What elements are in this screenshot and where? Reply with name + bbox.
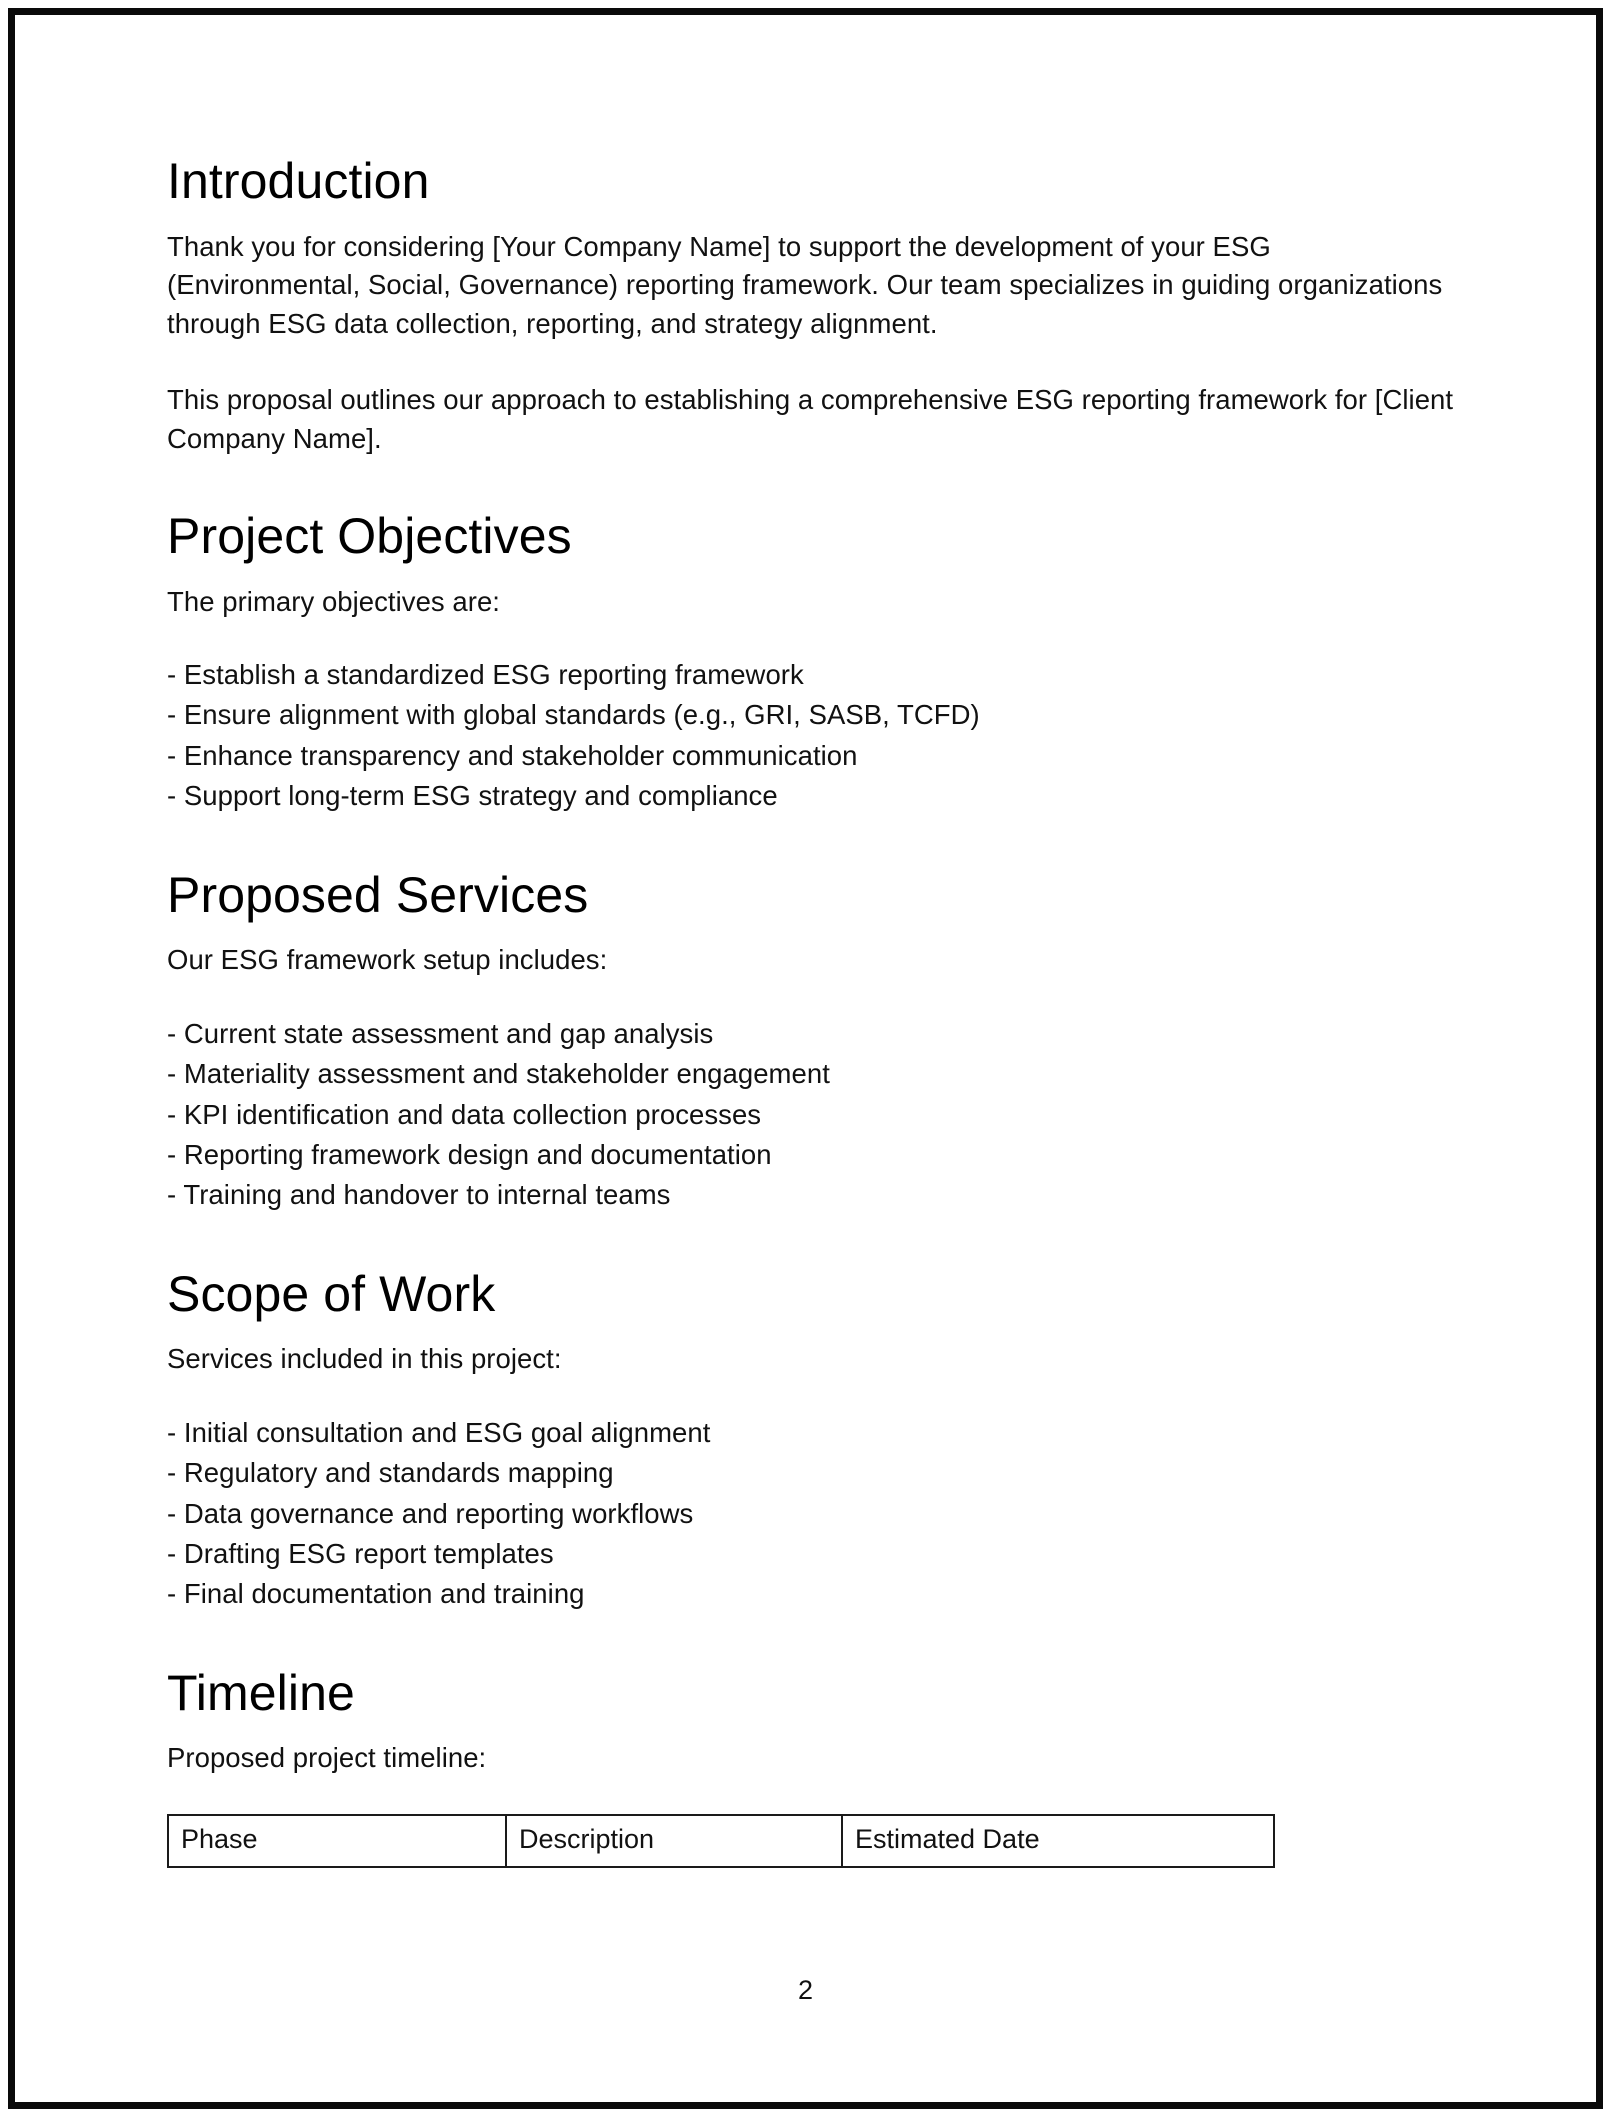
proposed-services-lead: Our ESG framework setup includes: xyxy=(167,944,608,976)
timeline-table xyxy=(167,1814,1275,1868)
project-objectives-list xyxy=(167,655,1457,817)
section-timeline xyxy=(167,1664,1457,1868)
section-project-objectives xyxy=(167,510,1457,817)
page-content xyxy=(167,155,1457,1868)
introduction-paragraph-1: Thank you for considering [Your Company Name] to support the development of your ESG (Environmental, Social, Governance) reporting framework. Our team specializes in guiding organizations through ESG data collection, reporting, and strategy alignment. xyxy=(167,230,1443,339)
list-item: - KPI identification and data collection processes xyxy=(167,1098,762,1130)
list-item: - Enhance transparency and stakeholder communication xyxy=(167,739,858,771)
section-proposed-services xyxy=(167,866,1457,1216)
proposed-services-list xyxy=(167,1014,1457,1216)
column-header-estimated-date: Estimated Date xyxy=(842,1815,1274,1867)
list-item: - Reporting framework design and documentation xyxy=(167,1138,772,1170)
list-item: - Ensure alignment with global standards (e.g., GRI, SASB, TCFD) xyxy=(167,699,980,731)
list-item: - Drafting ESG report templates xyxy=(167,1538,554,1570)
table-header-row xyxy=(168,1815,1274,1867)
introduction-paragraph-2: This proposal outlines our approach to establishing a comprehensive ESG reporting framework for [Client Company Name]. xyxy=(167,384,1454,454)
heading-scope-of-work: Scope of Work xyxy=(167,1265,496,1322)
list-item: - Final documentation and training xyxy=(167,1578,585,1610)
heading-introduction: Introduction xyxy=(167,153,430,209)
list-item: - Current state assessment and gap analysis xyxy=(167,1017,714,1049)
scanned-page-frame xyxy=(8,8,1603,2109)
list-item: - Materiality assessment and stakeholder engagement xyxy=(167,1058,830,1090)
heading-proposed-services: Proposed Services xyxy=(167,866,589,923)
scope-of-work-list xyxy=(167,1413,1457,1615)
column-header-description: Description xyxy=(506,1815,842,1867)
list-item: - Initial consultation and ESG goal alignment xyxy=(167,1416,711,1448)
list-item: - Establish a standardized ESG reporting framework xyxy=(167,659,804,690)
list-item: - Training and handover to internal teams xyxy=(167,1179,671,1211)
section-introduction xyxy=(167,155,1457,458)
timeline-lead: Proposed project timeline: xyxy=(167,1742,487,1774)
heading-timeline: Timeline xyxy=(167,1664,355,1721)
page-number: 2 xyxy=(797,1975,814,2005)
document-page xyxy=(15,15,1596,2102)
list-item: - Regulatory and standards mapping xyxy=(167,1457,614,1489)
project-objectives-lead: The primary objectives are: xyxy=(167,585,501,617)
scope-of-work-lead: Services included in this project: xyxy=(167,1343,562,1375)
heading-project-objectives: Project Objectives xyxy=(167,508,572,564)
column-header-phase: Phase xyxy=(168,1815,506,1867)
list-item: - Data governance and reporting workflows xyxy=(167,1497,694,1529)
list-item: - Support long-term ESG strategy and compliance xyxy=(167,780,778,812)
section-scope-of-work xyxy=(167,1265,1457,1615)
